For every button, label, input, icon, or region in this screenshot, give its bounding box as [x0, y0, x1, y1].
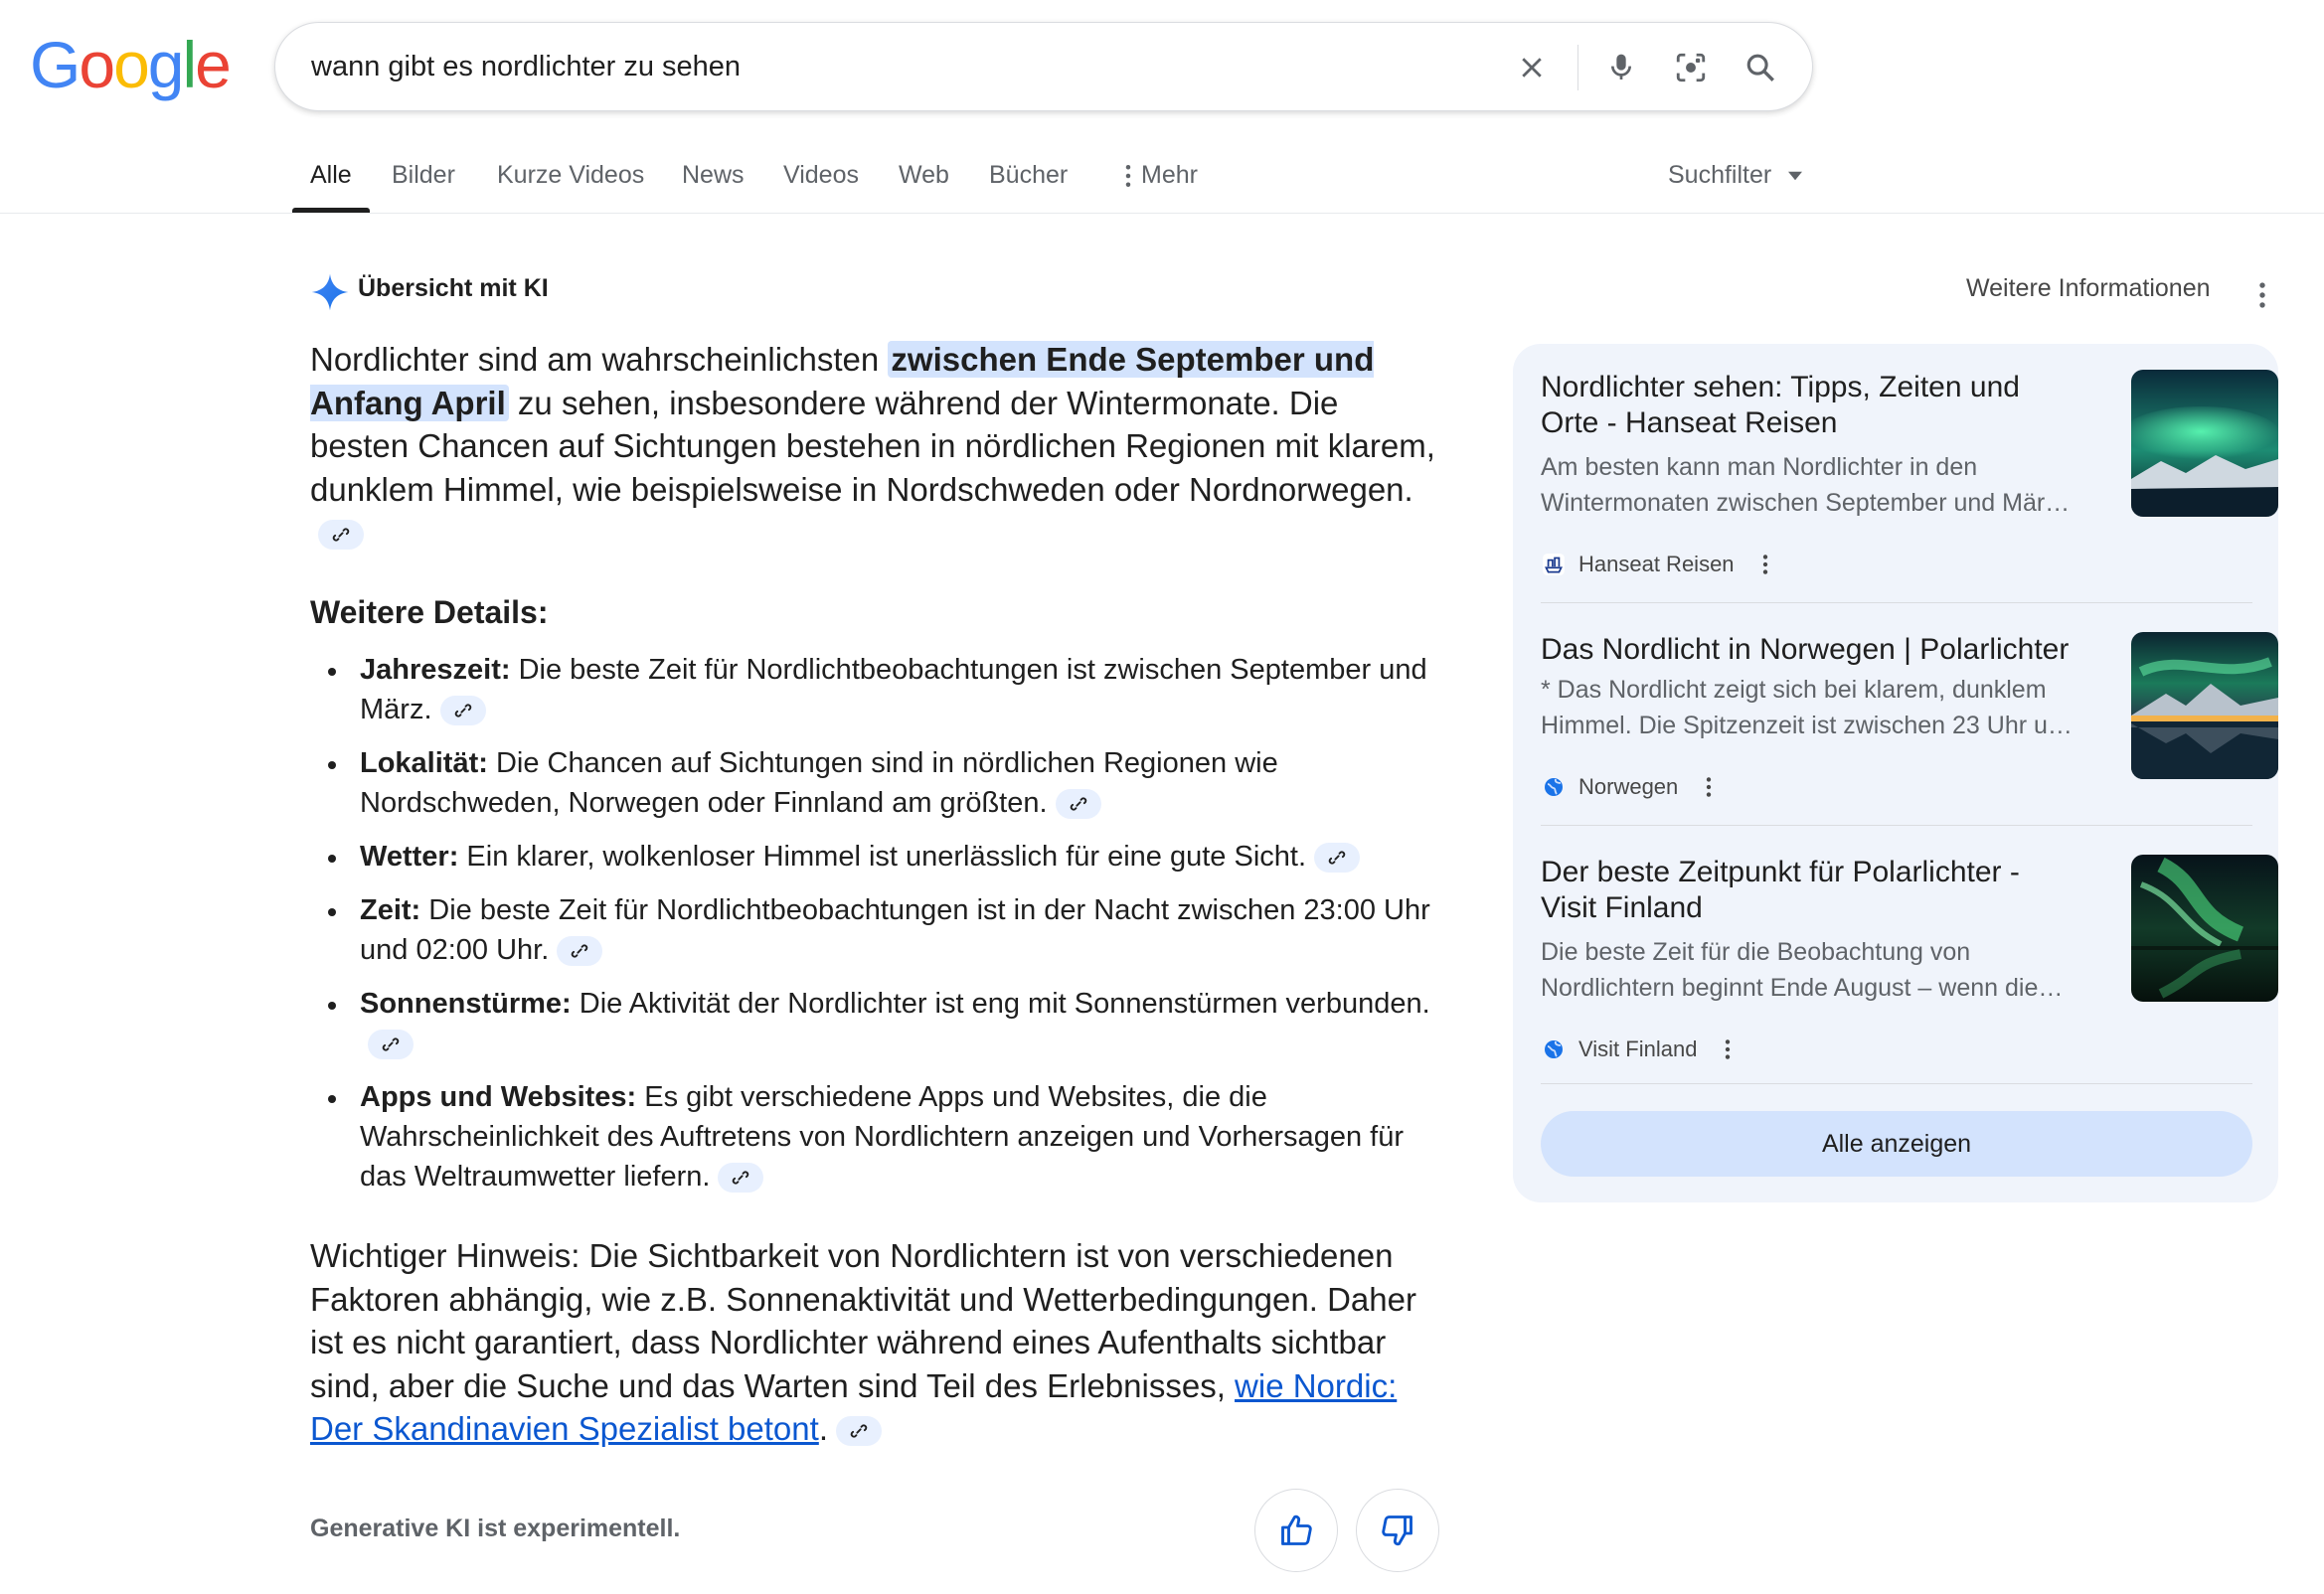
tab-news[interactable]: News	[682, 161, 745, 189]
thumbs-down-button[interactable]	[1356, 1489, 1439, 1572]
source-site	[1541, 1034, 1733, 1065]
more-vert-icon[interactable]	[2254, 278, 2270, 312]
citation-link-button[interactable]	[1314, 843, 1360, 873]
source-site-name: Norwegen	[1578, 774, 1679, 799]
logo-letter: g	[147, 28, 183, 101]
close-icon	[1517, 53, 1547, 82]
list-item	[310, 890, 1443, 970]
card-divider	[1541, 825, 2252, 826]
list-item-text: Ein klarer, wolkenloser Himmel ist unerlässlich für eine gute Sicht.	[458, 841, 1307, 873]
summary-highlight: zwischen Ende September und Anfang April	[310, 341, 1375, 421]
source-thumbnail[interactable]	[2131, 855, 2278, 1002]
image-search-button[interactable]	[1667, 44, 1715, 91]
clear-button[interactable]	[1508, 44, 1556, 91]
tab-mehr-label: Mehr	[1141, 161, 1198, 189]
source-title[interactable]: Das Nordlicht in Norwegen | Polarlichter	[1541, 633, 2070, 666]
more-vert-icon[interactable]	[1704, 774, 1714, 800]
important-note	[310, 1234, 1453, 1451]
header-divider	[0, 213, 2324, 214]
google-logo[interactable]	[30, 30, 230, 99]
tab-kurze-videos[interactable]: Kurze Videos	[497, 161, 645, 189]
note-text: Wichtiger Hinweis: Die Sichtbarkeit von Nordlichtern ist von verschiedenen Faktoren abhängig, wie z.B. Sonnenaktivität und Wetterbedingungen. Daher ist es nicht garantiert, dass Nordlichter während eines Aufenthalts sichtbar sind, aber die Suche und das Warten sind Teil des Erlebnisses,	[310, 1237, 1416, 1404]
tab-web[interactable]: Web	[899, 161, 949, 189]
ai-overview-title: Übersicht mit KI	[358, 274, 549, 302]
more-vert-icon[interactable]	[1760, 552, 1770, 577]
link-icon	[1069, 794, 1088, 814]
source-thumbnail[interactable]	[2131, 632, 2278, 779]
card-divider	[1541, 1083, 2252, 1084]
source-site-name: Visit Finland	[1578, 1036, 1698, 1061]
list-item-term: Sonnenstürme:	[360, 988, 572, 1020]
camera-lens-icon	[1674, 51, 1708, 84]
tab-mehr[interactable]	[1121, 149, 1198, 213]
citation-link-button[interactable]	[368, 1030, 414, 1059]
card-divider	[1541, 602, 2252, 603]
list-item-text: Die Aktivität der Nordlichter ist eng mit Sonnenstürmen verbunden.	[571, 988, 1430, 1020]
dropdown-arrow-icon	[1788, 171, 1802, 181]
list-item-text: Die Chancen auf Sichtungen sind in nördlichen Regionen wie Nordschweden, Norwegen oder Finnland am größten.	[360, 747, 1278, 819]
source-site	[1541, 771, 1714, 803]
details-list	[310, 650, 1443, 1210]
list-item-text: Es gibt verschiedene Apps und Websites, die die Wahrscheinlichkeit des Auftretens von Nordlichtern anzeigen und Vorhersagen für das Weltraumwetter liefern.	[360, 1081, 1404, 1193]
logo-letter: o	[79, 28, 114, 101]
link-icon	[731, 1168, 750, 1188]
ai-summary	[310, 338, 1443, 555]
search-icon	[1743, 51, 1777, 84]
citation-link-button[interactable]	[318, 520, 364, 550]
microphone-icon	[1605, 52, 1637, 83]
list-item	[310, 650, 1443, 729]
voice-search-button[interactable]	[1597, 44, 1645, 91]
source-snippet: * Das Nordlicht zeigt sich bei klarem, dunklem Himmel. Die Spitzenzeit ist zwischen 23 Uhr u…	[1541, 676, 2073, 739]
more-info-link[interactable]: Weitere Informationen	[1966, 274, 2211, 302]
source-title[interactable]: Der beste Zeitpunkt für Polarlichter - Visit Finland	[1541, 856, 2020, 924]
list-item-text: Die beste Zeit für Nordlichtbeobachtungen ist in der Nacht zwischen 23:00 Uhr und 02:00 Uhr.	[360, 894, 1430, 966]
tab-alle[interactable]: Alle	[310, 161, 352, 189]
link-icon	[1327, 848, 1347, 868]
list-item	[310, 837, 1443, 877]
list-item-text: Die beste Zeit für Nordlichtbeobachtungen ist zwischen September und März.	[360, 654, 1427, 725]
source-snippet: Am besten kann man Nordlichter in den Wintermonaten zwischen September und Mär…	[1541, 453, 2071, 517]
details-heading: Weitere Details:	[310, 594, 549, 630]
link-icon	[381, 1035, 401, 1054]
list-item-term: Apps und Websites:	[360, 1081, 637, 1113]
tab-videos[interactable]: Videos	[783, 161, 859, 189]
logo-letter: l	[182, 28, 196, 101]
citation-link-button[interactable]	[557, 936, 602, 966]
list-item-term: Jahreszeit:	[360, 654, 511, 686]
link-icon	[570, 941, 589, 961]
globe-icon	[1541, 1036, 1567, 1062]
search-input[interactable]	[311, 43, 1454, 90]
show-all-button[interactable]: Alle anzeigen	[1541, 1111, 2252, 1177]
divider	[1577, 45, 1578, 90]
search-filter-label: Suchfilter	[1668, 161, 1772, 189]
citation-link-button[interactable]	[836, 1416, 882, 1446]
source-title[interactable]: Nordlichter sehen: Tipps, Zeiten und Orte - Hanseat Reisen	[1541, 371, 2020, 439]
search-box[interactable]	[274, 22, 1813, 111]
citation-link-button[interactable]	[440, 696, 486, 725]
link-icon	[453, 701, 473, 720]
tab-buecher[interactable]: Bücher	[989, 161, 1069, 189]
experimental-disclaimer: Generative KI ist experimentell.	[310, 1514, 681, 1542]
sources-panel	[1513, 344, 2278, 1202]
list-item-term: Lokalität:	[360, 747, 488, 779]
thumbs-down-icon	[1380, 1513, 1415, 1548]
logo-letter: e	[195, 28, 230, 101]
list-item	[310, 984, 1443, 1063]
source-site	[1541, 549, 1770, 580]
link-icon	[849, 1421, 869, 1441]
note-text-end: .	[818, 1410, 828, 1447]
citation-link-button[interactable]	[1056, 789, 1101, 819]
search-filter-button[interactable]	[1668, 149, 1802, 213]
logo-letter: G	[30, 28, 80, 101]
list-item-term: Wetter:	[360, 841, 459, 873]
gemini-sparkle-icon	[310, 272, 350, 312]
more-vert-icon[interactable]	[1723, 1036, 1733, 1062]
source-inline-link[interactable]: wie Nordic: Der Skandinavien Spezialist betont	[310, 1366, 1398, 1447]
more-vert-icon	[1121, 161, 1135, 191]
search-button[interactable]	[1737, 44, 1784, 91]
link-icon	[331, 525, 351, 545]
list-item	[310, 743, 1443, 823]
source-thumbnail[interactable]	[2131, 370, 2278, 517]
citation-link-button[interactable]	[718, 1163, 763, 1193]
globe-icon	[1541, 774, 1567, 800]
list-item-term: Zeit:	[360, 894, 421, 926]
summary-text: Nordlichter sind am wahrscheinlichsten	[310, 341, 889, 378]
list-item	[310, 1077, 1443, 1196]
tab-bilder[interactable]: Bilder	[392, 161, 455, 189]
logo-letter: o	[113, 28, 148, 101]
summary-text: zu sehen, insbesondere während der Wintermonate. Die besten Chancen auf Sichtungen bestehen in nördlichen Regionen mit klarem, dunklem Himmel, wie beispielsweise in Nordschweden oder Nordnorwegen.	[310, 384, 1435, 508]
thumbs-up-icon	[1278, 1513, 1314, 1548]
thumbs-up-button[interactable]	[1254, 1489, 1338, 1572]
source-snippet: Die beste Zeit für die Beobachtung von Nordlichtern beginnt Ende August – wenn die…	[1541, 938, 2064, 1002]
source-site-name: Hanseat Reisen	[1578, 552, 1735, 576]
ship-icon	[1541, 552, 1567, 577]
